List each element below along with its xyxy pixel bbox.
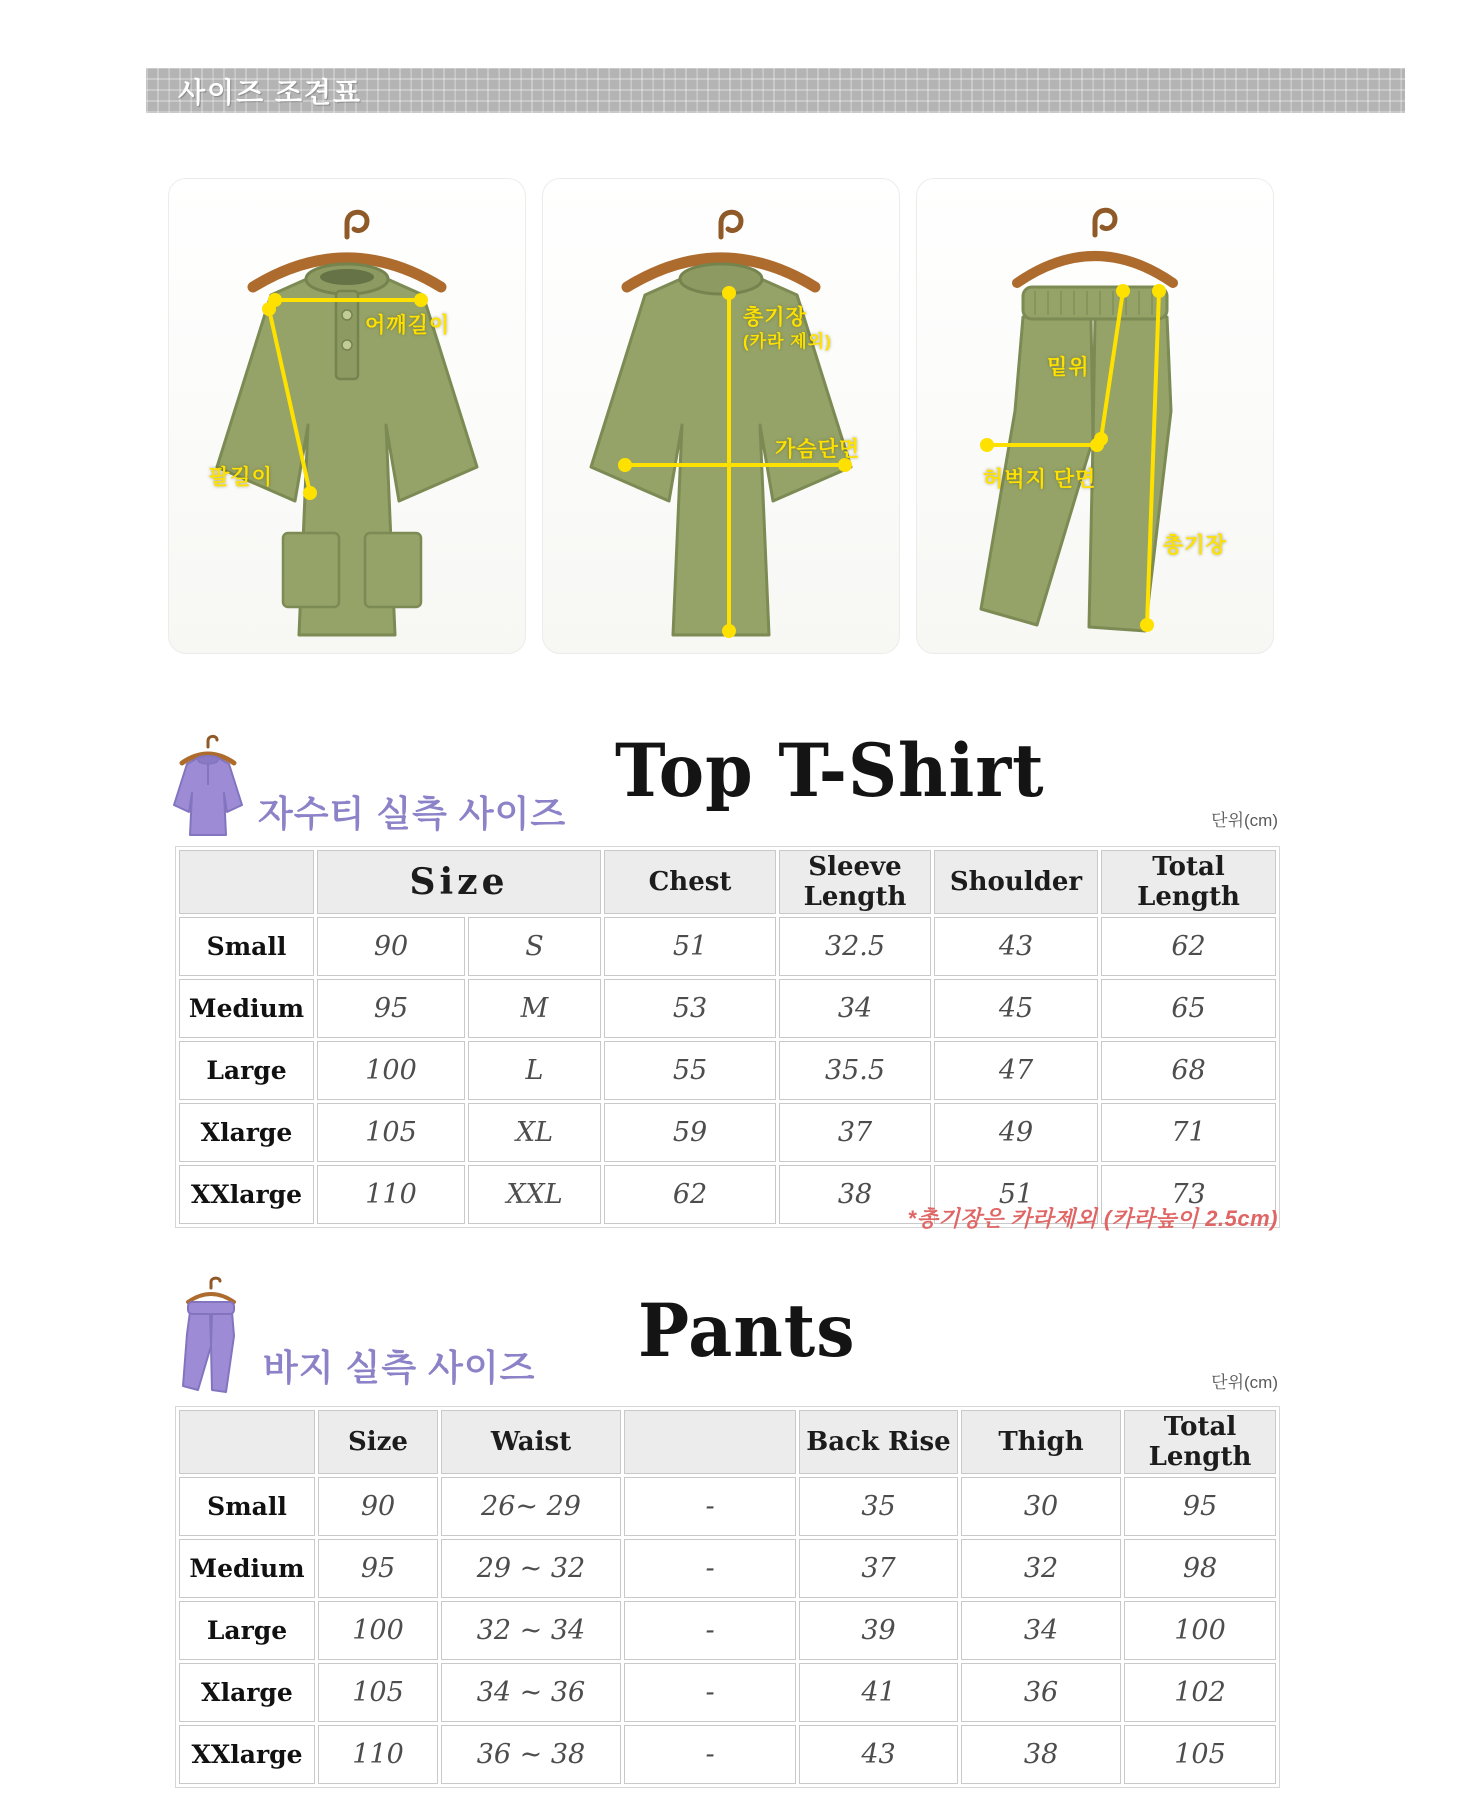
hanger-hook-icon xyxy=(1095,210,1115,235)
column-header-size: Size xyxy=(317,850,601,914)
tshirt-korean-label: 자수티 실측 사이즈 xyxy=(258,793,567,834)
table-cell: - xyxy=(624,1477,796,1536)
table-cell: 39 xyxy=(799,1601,958,1660)
table-cell: - xyxy=(624,1539,796,1598)
table-cell: 100 xyxy=(318,1601,438,1660)
size-row-xlarge xyxy=(179,1663,1276,1722)
table-cell: 102 xyxy=(1124,1663,1276,1722)
table-cell: 32 ~ 34 xyxy=(441,1601,621,1660)
total-length-label: 총기장 xyxy=(743,306,807,329)
table-cell: XL xyxy=(468,1103,601,1162)
tshirt-size-table xyxy=(175,846,1280,1228)
collar-note: *총기장은 카라제외 (카라높이 2.5cm) xyxy=(907,1206,1278,1231)
table-cell: 100 xyxy=(1124,1601,1276,1660)
table-cell: 45 xyxy=(934,979,1098,1038)
table-cell: 90 xyxy=(317,917,465,976)
column-header-thigh: Thigh xyxy=(961,1410,1121,1474)
pants-korean-label: 바지 실측 사이즈 xyxy=(263,1347,536,1388)
size-row-xlarge xyxy=(179,1103,1276,1162)
table-cell: 51 xyxy=(604,917,776,976)
column-header-chest: Chest xyxy=(604,850,776,914)
pants-right-leg xyxy=(1089,317,1171,631)
table-cell: 110 xyxy=(317,1165,465,1224)
pants-table-header-row xyxy=(179,1410,1276,1474)
photo-shirt-front xyxy=(168,178,526,654)
column-header-back-rise: Back Rise xyxy=(799,1410,958,1474)
row-label: Xlarge xyxy=(179,1663,315,1722)
row-label: Large xyxy=(179,1041,314,1100)
column-header-size: Size xyxy=(318,1410,438,1474)
table-cell: L xyxy=(468,1041,601,1100)
table-cell: 53 xyxy=(604,979,776,1038)
size-row-xxlarge xyxy=(179,1725,1276,1784)
total-length-sub-label: (카라 제외) xyxy=(743,332,832,351)
table-cell: XXL xyxy=(468,1165,601,1224)
page-title: 사이즈 조견표 xyxy=(178,76,363,108)
table-cell: 29 ~ 32 xyxy=(441,1539,621,1598)
pants-unit-label: 단위(cm) xyxy=(1211,1373,1278,1392)
table-cell: 110 xyxy=(318,1725,438,1784)
size-row-medium xyxy=(179,1539,1276,1598)
shirt-neck xyxy=(320,269,374,285)
shirt-collar xyxy=(680,264,762,294)
tshirt-table-header-row xyxy=(179,850,1276,914)
table-cell: 62 xyxy=(604,1165,776,1224)
table-cell: - xyxy=(624,1601,796,1660)
table-cell: 95 xyxy=(318,1539,438,1598)
table-cell: 68 xyxy=(1101,1041,1276,1100)
table-cell: 71 xyxy=(1101,1103,1276,1162)
purple-pants-thumbnail xyxy=(168,1276,254,1396)
size-row-large xyxy=(179,1041,1276,1100)
column-header-total-length: Total Length xyxy=(1124,1410,1276,1474)
table-cell: - xyxy=(624,1725,796,1784)
table-cell: 34 xyxy=(779,979,931,1038)
row-label: Xlarge xyxy=(179,1103,314,1162)
size-row-medium xyxy=(179,979,1276,1038)
row-label: Large xyxy=(179,1601,315,1660)
row-label: Medium xyxy=(179,979,314,1038)
pants-total-length-label: 총기장 xyxy=(1163,534,1227,557)
knot-button xyxy=(342,310,352,320)
table-cell: 73 xyxy=(1101,1165,1276,1224)
table-cell: 100 xyxy=(317,1041,465,1100)
table-cell: 41 xyxy=(799,1663,958,1722)
table-cell: 34 ~ 36 xyxy=(441,1663,621,1722)
table-cell: 37 xyxy=(779,1103,931,1162)
table-cell: - xyxy=(624,1663,796,1722)
row-label: Small xyxy=(179,1477,315,1536)
table-cell: 105 xyxy=(317,1103,465,1162)
table-cell: 95 xyxy=(317,979,465,1038)
shirt-placket xyxy=(336,291,358,379)
table-cell: 34 xyxy=(961,1601,1121,1660)
hanger-icon xyxy=(1017,256,1173,283)
hanger-hook-icon xyxy=(347,212,367,237)
table-cell: 51 xyxy=(934,1165,1098,1224)
table-cell: 59 xyxy=(604,1103,776,1162)
size-row-small xyxy=(179,917,1276,976)
table-cell: 30 xyxy=(961,1477,1121,1536)
column-header-total-length: Total Length xyxy=(1101,850,1276,914)
table-cell: 49 xyxy=(934,1103,1098,1162)
photo-pants xyxy=(916,178,1274,654)
size-row-large xyxy=(179,1601,1276,1660)
column-header-waist: Waist xyxy=(441,1410,621,1474)
table-cell: 47 xyxy=(934,1041,1098,1100)
pants-waistband xyxy=(1023,287,1167,319)
table-cell: 65 xyxy=(1101,979,1276,1038)
page-header-banner xyxy=(146,68,1405,113)
table-cell: 43 xyxy=(934,917,1098,976)
thigh-width-label: 허벅지 단면 xyxy=(983,468,1097,491)
column-header-empty xyxy=(179,850,314,914)
chest-width-label: 가슴단면 xyxy=(775,438,861,461)
table-cell: 37 xyxy=(799,1539,958,1598)
pants-illustration xyxy=(917,179,1273,653)
table-cell: 38 xyxy=(961,1725,1121,1784)
pants-size-table xyxy=(175,1406,1280,1788)
table-cell: 43 xyxy=(799,1725,958,1784)
table-cell: 35.5 xyxy=(779,1041,931,1100)
photo-shirt-back xyxy=(542,178,900,654)
pants-section-title: Pants xyxy=(638,1288,856,1375)
hanger-hook-icon xyxy=(721,212,741,237)
table-cell: M xyxy=(468,979,601,1038)
shirt-pocket xyxy=(283,533,339,607)
table-cell: 62 xyxy=(1101,917,1276,976)
column-header-shoulder: Shoulder xyxy=(934,850,1098,914)
table-cell: 55 xyxy=(604,1041,776,1100)
table-cell: 26~ 29 xyxy=(441,1477,621,1536)
shoulder-length-label: 어깨길이 xyxy=(365,314,451,337)
table-cell: 32 xyxy=(961,1539,1121,1598)
row-label: XXlarge xyxy=(179,1165,314,1224)
table-cell: 105 xyxy=(1124,1725,1276,1784)
row-label: Medium xyxy=(179,1539,315,1598)
table-cell: 32.5 xyxy=(779,917,931,976)
row-label: XXlarge xyxy=(179,1725,315,1784)
knot-button xyxy=(342,340,352,350)
shirt-front-illustration xyxy=(169,179,525,653)
size-row-small xyxy=(179,1477,1276,1536)
table-cell: 35 xyxy=(799,1477,958,1536)
shirt-back-illustration xyxy=(543,179,899,653)
table-cell: 90 xyxy=(318,1477,438,1536)
tshirt-section-title: Top T-Shirt xyxy=(615,728,1045,815)
tshirt-unit-label: 단위(cm) xyxy=(1211,811,1278,830)
table-cell: 98 xyxy=(1124,1539,1276,1598)
arm-length-label: 팔길이 xyxy=(209,466,273,489)
column-header-empty xyxy=(179,1410,315,1474)
column-header-sleeve-length: Sleeve Length xyxy=(779,850,931,914)
table-cell: S xyxy=(468,917,601,976)
measurement-photos xyxy=(168,178,1274,654)
back-rise-label: 밑위 xyxy=(1047,356,1090,379)
purple-shirt-thumbnail xyxy=(166,733,250,837)
shirt-pocket xyxy=(365,533,421,607)
table-cell: 95 xyxy=(1124,1477,1276,1536)
table-cell: 105 xyxy=(318,1663,438,1722)
table-cell: 36 ~ 38 xyxy=(441,1725,621,1784)
row-label: Small xyxy=(179,917,314,976)
column-header-empty xyxy=(624,1410,796,1474)
table-cell: 36 xyxy=(961,1663,1121,1722)
table-cell: 38 xyxy=(779,1165,931,1224)
